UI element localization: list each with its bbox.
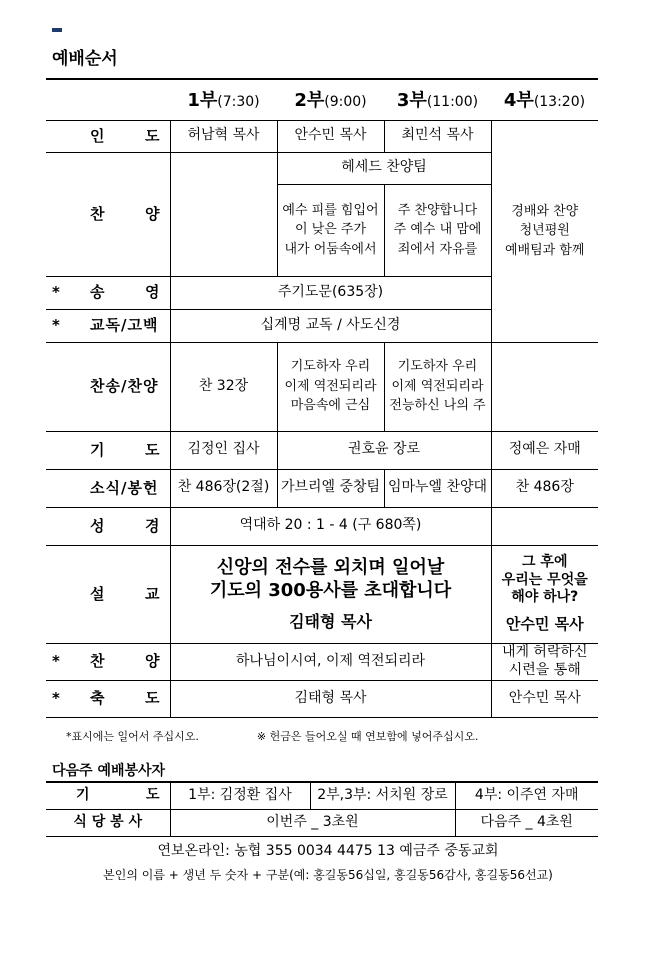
next-week-table: [46, 781, 598, 837]
praise-s4: [491, 120, 598, 342]
row-hymn: [46, 342, 598, 431]
label-leader: [46, 120, 170, 152]
notes: [66, 728, 606, 744]
song-line: 기도하자 우리: [290, 359, 371, 375]
title-divider: [46, 78, 598, 80]
song-line: 이제 역전되리라: [391, 378, 484, 394]
row-leader: [46, 120, 598, 152]
news-s3: 임마누엘 찬양대: [384, 469, 491, 507]
news-s2: 가브리엘 중창팀: [277, 469, 384, 507]
next-kitchen-this: 이번주 _ 3초원: [170, 809, 455, 836]
creed-value: 십계명 교독 / 사도신경: [170, 309, 491, 342]
note-offering: ※ 헌금은 들어오실 때 연보함에 넣어주십시오.: [256, 730, 479, 743]
benediction-s4: 안수민 목사: [491, 680, 598, 717]
praise-s4-line: 경배와 찬양: [511, 203, 579, 219]
sermon-s4: [491, 545, 598, 643]
next-week-title: 다음주 예배봉사자: [52, 763, 166, 779]
worship-order-table: [46, 82, 598, 718]
next-prayer-label: 기 도: [46, 782, 170, 809]
sermon-title-line-1: 신앙의 전수를 외치며 일어날: [216, 556, 445, 578]
song-line: 내가 어둠속에서: [284, 241, 377, 257]
service-1-header: 1부(7:30): [170, 82, 277, 120]
praise-s3: [384, 184, 491, 276]
news-s1: 찬 486장(2절): [170, 469, 277, 507]
label-benediction: * 축 도: [46, 680, 170, 717]
song-line: 마음속에 근심: [290, 398, 371, 414]
praise-s4-line: 예배팀과 함께: [505, 242, 585, 258]
song-line: 이제 역전되리라: [284, 378, 377, 394]
prayer-s4: 정예은 자매: [491, 431, 598, 469]
label-creed: * 교독/고백: [46, 309, 170, 342]
song-line: 이 낮은 주가: [294, 222, 367, 238]
label-praise: 찬 양: [46, 152, 170, 276]
song-line: 기도하자 우리: [397, 359, 478, 375]
prayer-s23: 권호윤 장로: [277, 431, 491, 469]
label-scripture: 성 경: [46, 507, 170, 545]
sermon-s4-title-line: 우리는 무엇을: [501, 571, 588, 588]
service-4-header: 4부(13:20): [491, 82, 598, 120]
sermon-s4-title-line: 해야 하나?: [511, 589, 579, 606]
leader-s2: 안수민 목사: [277, 120, 384, 152]
title-accent-bar: [52, 28, 62, 32]
next-prayer-s4: 4부: 이주연 자매: [455, 782, 598, 809]
next-kitchen-label: 식 당 봉 사: [46, 809, 170, 836]
next-kitchen-next: 다음주 _ 4초원: [455, 809, 598, 836]
label-praise-close: * 찬 양: [46, 643, 170, 680]
song-line: 주 예수 내 맘에: [393, 222, 482, 238]
sermon-main: [170, 545, 491, 643]
praise-close-value: 하나님이시여, 이제 역전되리라: [170, 643, 491, 680]
page-title: 예배순서: [52, 49, 118, 69]
header-blank: [46, 82, 170, 120]
label-prayer: 기 도: [46, 431, 170, 469]
praise-close-s4-line: 시련을 통해: [508, 661, 581, 678]
label-news: 소식/봉헌: [46, 469, 170, 507]
prayer-s1: 김정인 집사: [170, 431, 277, 469]
row-praise-close: [46, 643, 598, 680]
label-hymn-open: * 송 영: [46, 276, 170, 309]
song-line: 전능하신 나의 주: [389, 398, 486, 414]
note-stand: *표시에는 일어서 주십시오.: [66, 730, 199, 743]
scripture-s4: [491, 507, 598, 545]
next-prayer-s1: 1부: 김정환 집사: [170, 782, 310, 809]
sermon-preacher: 김태형 목사: [289, 612, 372, 632]
next-prayer-row: [46, 782, 598, 809]
hymn-s2: [277, 342, 384, 431]
row-scripture: [46, 507, 598, 545]
news-s4: 찬 486장: [491, 469, 598, 507]
praise-s2: [277, 184, 384, 276]
service-3-header: 3부(11:00): [384, 82, 491, 120]
next-kitchen-row: [46, 809, 598, 836]
row-benediction: [46, 680, 598, 717]
song-line: 죄에서 자유를: [397, 241, 478, 257]
label-hymn: 찬송/찬양: [46, 342, 170, 431]
leader-s1: 허남혁 목사: [170, 120, 277, 152]
song-line: 예수 피를 힘입어: [282, 202, 379, 218]
praise-team: 헤세드 찬양팀: [277, 152, 491, 184]
sermon-s4-title-line: 그 후에: [522, 554, 568, 571]
label-sermon: 설 교: [46, 545, 170, 643]
song-line: 주 찬양합니다: [397, 202, 478, 218]
praise-s1: [170, 152, 277, 276]
giving-howto: 본인의 이름 + 생년 두 숫자 + 구분(예: 홍길동56십일, 홍길동56감사, 홍길동56선교): [103, 868, 553, 882]
online-giving: 연보온라인: 농협 355 0034 4475 13 예금주 중동교회: [157, 843, 499, 859]
hymn-s1: 찬 32장: [170, 342, 277, 431]
row-sermon: [46, 545, 598, 643]
row-prayer: [46, 431, 598, 469]
hymn-s4: [491, 342, 598, 431]
service-2-header: 2부(9:00): [277, 82, 384, 120]
praise-s4-line: 청년평원: [519, 223, 570, 239]
next-prayer-s23: 2부,3부: 서치원 장로: [310, 782, 455, 809]
label-leader-text: 인 도: [90, 126, 160, 145]
hymn-s3: [384, 342, 491, 431]
praise-close-s4: [491, 643, 598, 680]
hymn-open-value: 주기도문(635장): [170, 276, 491, 309]
row-news: [46, 469, 598, 507]
services-header-row: [46, 82, 598, 120]
leader-s3: 최민석 목사: [384, 120, 491, 152]
sermon-s4-preacher: 안수민 목사: [505, 614, 584, 633]
benediction-value: 김태형 목사: [170, 680, 491, 717]
praise-close-s4-line: 내게 허락하신: [501, 644, 588, 660]
scripture-value: 역대하 20 : 1 - 4 (구 680쪽): [170, 507, 491, 545]
sermon-title-line-2: 기도의 300용사를 초대합니다: [209, 580, 452, 601]
